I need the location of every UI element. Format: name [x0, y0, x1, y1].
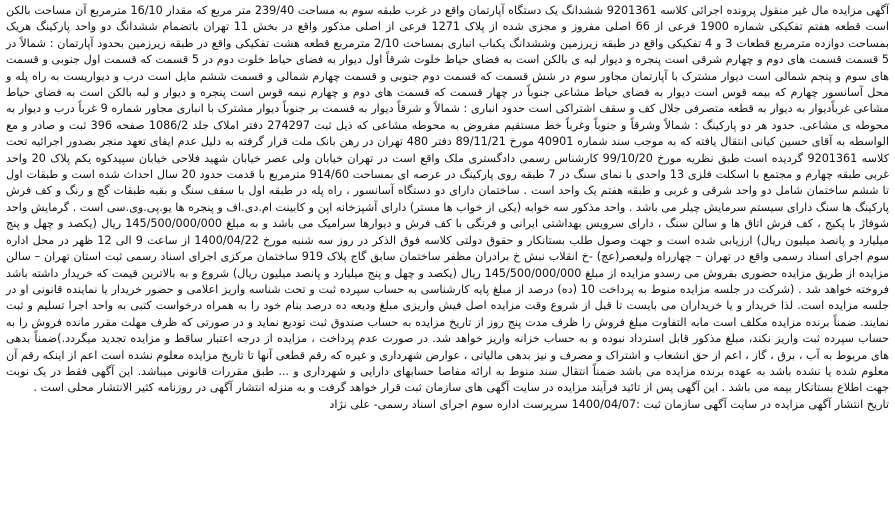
- notice-body-text: آگهی مزایده مال غیر منقول پرونده اجرائی کلاسه 9201361 ششدانگ یک دستگاه آپارتمان واقع در غرب طبقه سوم به مساحت 239/40 متر مربع که مقدار 16/10 مترمربع آن مساحت بالکن است قطعه هفتم تفکیکی شماره 1900 فرعی از 66 اصلی مفروز و مجزی شده از پلاک 1271 فرعی از اصلی مذکور واقع در بخش 11 تهران باتضمام ششدانگ دو واحد پارکینگ هریک بمساحت دوازده مترمربع قطعات 3 و 4 تفکیکی واقع در طبقه زیرزمین وششدانگ یکباب انباری بمساحت 2/10 مترمربع قطعه هشت تفکیکی واقع در طبقه زیرزمین بحدود آپارتمان : شمالاً در 5 قسمت قسمت های دوم و چهارم شرقی است پنجره و دیوار لبه ی بالکن است به فضای حیاط خلوت شرقاً اول دیوار به فضای حیاط خلوت دوم در 5 قسمت که قسمت اول جنوبی و قسمت های سوم و پنجم شمالی است دیوار مشترک با آپارتمان مجاور سوم در شش قسمت که قسمت دوم جنوبی و قسمت چهارم شمالی و قسمت ششم مایل است درب و دیواریست به راه پله و محل آسانسور چهارم که بیمه قوس است دیوار به فضای حیاط مشاعی جنوباً در چهار قسمت که قسمت های دوم و چهارم نیمه قوس است پنجره و دیوار و لبه بالکن است به فضای حیاط مشاعی غرباًدیوار به دیوار به قطعه متصرفی جلال کف و سقف اشتراکی است حدود انباری : شمالاً و شرقاً دیوار به قسمت بر جنوباً دیوار مشترک با انباری مجاور شماره 9 غرباً درب و دیوار به محوطه ی مشاعی. حدود هر دو پارکینگ : شمالاً وشرقاً و جنوباً وغرباً خط مستقیم مفروض به محوطه مشاعی که ذیل ثبت 274297 دفتر املاک جلد 1086/2 صفحه 396 ثبت و صادر و مع الواسطه به آقای حسین کیانی انتقال یافته که به موجب سند شماره 40901 مورخ 89/11/21 دفتر 480 تهران در رهن بانک ملت قرار گرفته به دلیل عدم ایفای تعهد منجر بصدور اجرائیه تحت کلاسه 9201361 گردیده است طبق نظریه مورخ 99/10/20 کارشناس رسمی دادگستری ملک واقع است در تهران خیابان ولی عصر خیابان شهید فلاحی خیابان سپیدکوه یکم پلاک 20 واحد غربی طبقه چهارم و مجتمع با اسکلت فلزی 13 واحدی با نمای سنگ در 7 طبقه روی پارکینگ در عرصه ای بمساحت 914/60 مترمربع با قدمت حدود 20 سال احداث شده است و طبقات اول تا ششم ساختمان شامل دو واحد شرقی و غربی و طبقه هفتم یک واحد است . ساختمان دارای دو دستگاه آسانسور ، راه پله در طبقه اول با سقف سنگ و بقیه طبقات گچ و رنگ و کف فرش پارکینگ ها سنگ دارای سیستم سرمایش چیلر می باشد . واحد مذکور سه خوابه (یکی از خواب ها مستر) دارای آشپزخانه اپن و کابینت ام.دی.اف و پنجره ها یو.پی.وی.سی است . گرمایش واحد شوفاژ با پکیج ، کف فرش اتاق ها و سالن سنگ ، دارای سرویس بهداشتی ایرانی و فرنگی با کف فرش و دیوارها سرامیک می باشد و به مبلغ 145/500/000/000 ریال (یکصد و چهل و پنج میلیارد و پانصد میلیون ریال) ارزیابی شده است و جهت وصول طلب بستانکار و حقوق دولتی کلاسه فوق الذکر در روز سه شنبه مورخ 1400/04/22 از ساعت 9 الی 12 ظهر در محل اداره سوم اجرای اسناد رسمی واقع در تهران – چهارراه ولیعصر(عج) -خ انقلاب نبش خ برادران مظفر ساختمان سابق گاج پلاک 919 ساختمان مرکزی اجرای اسناد رسمی ثبت استان تهران – سالن مزایده از طریق مزایده حضوری بفروش می رسدو مزایده از مبلغ 145/500/000/000 ریال (یکصد و چهل و پنج میلیارد و پانصد میلیون ریال) شروع و به بالاترین قیمت که خریدار داشته باشد فروخته خواهد شد . (شرکت در جلسه مزایده منوط به پرداخت 10 (ده) درصد از مبلغ پایه کارشناسی به حساب سپرده ثبت و تحت شناسه واریز اعلامی و حضور خریدار یا نماینده قانونی او در جلسه مزایده است. لذا خریدار و یا خریداران می بایست تا قبل از شروع وقت مزایده اصل فیش واریزی مبلغ ودیعه ده درصد بنام خود را به همراه درخواست کتبی به واحد اجرا تسلیم و ثبت نمایند. ضمناً برنده مزایده مکلف است مابه التفاوت مبلغ فروش را ظرف مدت پنج روز از تاریخ مزایده به حساب صندوق ثبت تودیع نماید و در صورتی که ظرف مهلت مقرر مانده فروش را به حساب سپرده ثبت واریز نکند، مبلغ مذکور قابل استرداد نبوده و به حساب خزانه واریز خواهد شد. در صورت عدم پرداخت ، مزایده از درجه اعتبار ساقط و مزایده تجدید میگردد.)ضمناً بدهی های مربوط به آب ، برق ، گاز ، اعم از حق انشعاب و اشتراک و مصرف و نیز بدهی مالیاتی ، عوارض شهرداری و غیره که رقم قطعی آنها تا تاریخ مزایده معلوم نشده است اعم از اینکه رقم آن معلوم شده یا نشده باشد به عهده برنده مزایده می باشد ضمناً انتقال سند منوط به ارائه مفاصا حسابهای دارایی و شهرداری و ... طبق مقررات قانونی میباشد. این آگهی فقط در یک نوبت جهت اطلاع بستانکار بیمه می باشد . این آگهی پس از تائید فرآیند مزایده در سایت آگهی های سازمان ثبت قرار خواهد گرفت و به منزله انتشار آگهی در روزنامه کثیر الانتشار محلی است .: [6, 4, 890, 395]
- notice-footer-text: تاریخ انتشار آگهی مزایده در سایت آگهی سازمان ثبت :1400/04/07 سرپرست اداره سوم اجرای اسناد رسمی- علی نژاد: [329, 397, 889, 411]
